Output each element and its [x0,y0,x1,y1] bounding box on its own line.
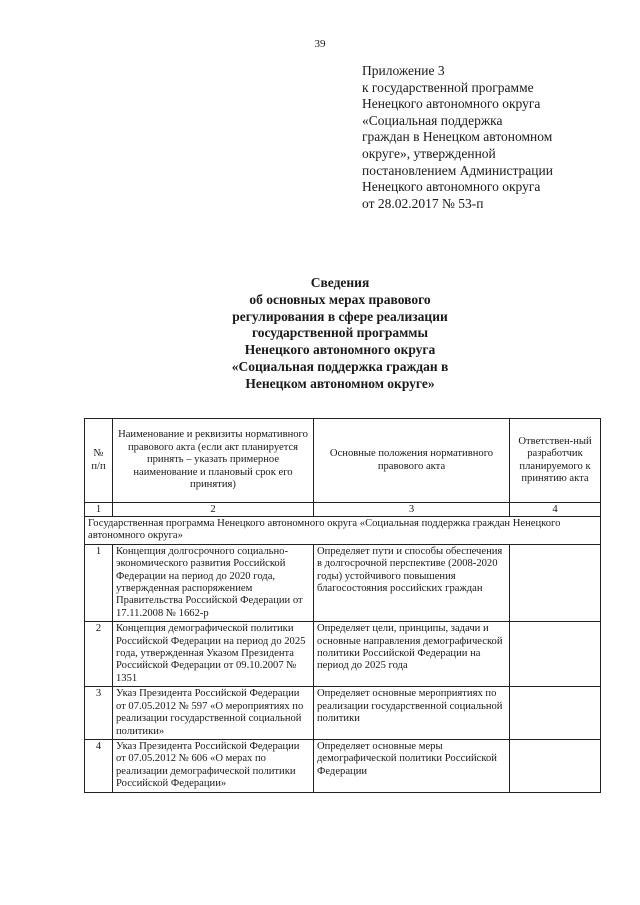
appendix-note [362,63,612,212]
appendix-line: Ненецкого автономного округа [362,96,541,112]
table-row [85,622,601,687]
appendix-line: к государственной программе [362,79,534,95]
appendix-line: Ненецкого автономного округа [362,179,541,195]
table-row [85,687,601,740]
header-num: № п/п [85,419,113,503]
column-number: 1 [85,503,113,517]
row-provisions: Определяет основные меры демографической политики Российской Федерации [314,739,510,792]
title-line: «Социальная поддержка граждан в [231,358,449,374]
row-number: 4 [85,739,113,792]
title-line: Сведения [310,275,370,290]
document-title [150,275,530,393]
row-provisions: Определяет основные мероприятиях по реализации государственной социальной политики [314,687,510,740]
column-number-row [85,503,601,517]
row-developer [510,687,601,740]
title-line: Ненецкого автономного округа [244,342,436,358]
measures-table [84,418,601,793]
row-developer [510,739,601,792]
row-developer [510,622,601,687]
row-provisions: Определяет цели, принципы, задачи и основные направления демографической политики Российской Федерации на период до 2025 года [314,622,510,687]
header-act: Наименование и реквизиты нормативного правового акта (если акт планируется принять – указать примерное наименование и плановый срок его принятия) [113,419,314,503]
row-developer [510,544,601,621]
section-title: Государственная программа Ненецкого автономного округа «Социальная поддержка граждан Ненецкого автономного округа» [85,517,601,545]
appendix-line: округе», утвержденной [362,145,496,161]
page-number: 39 [314,38,326,50]
row-number: 3 [85,687,113,740]
section-row [85,517,601,545]
title-line: об основных мерах правового [249,291,431,307]
row-act: Концепция долгосрочного социально-экономического развития Российской Федерации на период до 2020 года, утвержденная распоряжением Правительства Российской Федерации от 17.11.2008 № 1662-р [113,544,314,621]
table-row [85,544,601,621]
title-line: Ненецком автономном округе» [245,375,435,391]
appendix-line: Приложение 3 [362,63,445,78]
column-number: 4 [510,503,601,517]
table-header-row [85,419,601,503]
appendix-line: от 28.02.2017 № 53-п [362,195,484,211]
row-number: 1 [85,544,113,621]
row-act: Указ Президента Российской Федерации от 07.05.2012 № 597 «О мероприятиях по реализации государственной социальной политики» [113,687,314,740]
row-number: 2 [85,622,113,687]
column-number: 3 [314,503,510,517]
row-act: Указ Президента Российской Федерации от 07.05.2012 № 606 «О мерах по реализации демографической политики Российской Федерации» [113,739,314,792]
appendix-line: граждан в Ненецком автономном [362,129,553,145]
row-act: Концепция демографической политики Российской Федерации на период до 2025 года, утвержденная Указом Президента Российской Федерации от 09.10.2007 № 1351 [113,622,314,687]
appendix-line: постановлением Администрации [362,162,553,178]
column-number: 2 [113,503,314,517]
appendix-line: «Социальная поддержка [362,112,503,128]
title-line: государственной программы [251,325,429,341]
header-developer: Ответствен-ный разработчик планируемого к принятию акта [510,419,601,503]
header-provisions: Основные положения нормативного правового акта [314,419,510,503]
table-row [85,739,601,792]
title-line: регулирования в сфере реализации [232,308,448,324]
row-provisions: Определяет пути и способы обеспечения в долгосрочной перспективе (2008-2020 годы) устойчивого повышения благосостояния российских граждан [314,544,510,621]
